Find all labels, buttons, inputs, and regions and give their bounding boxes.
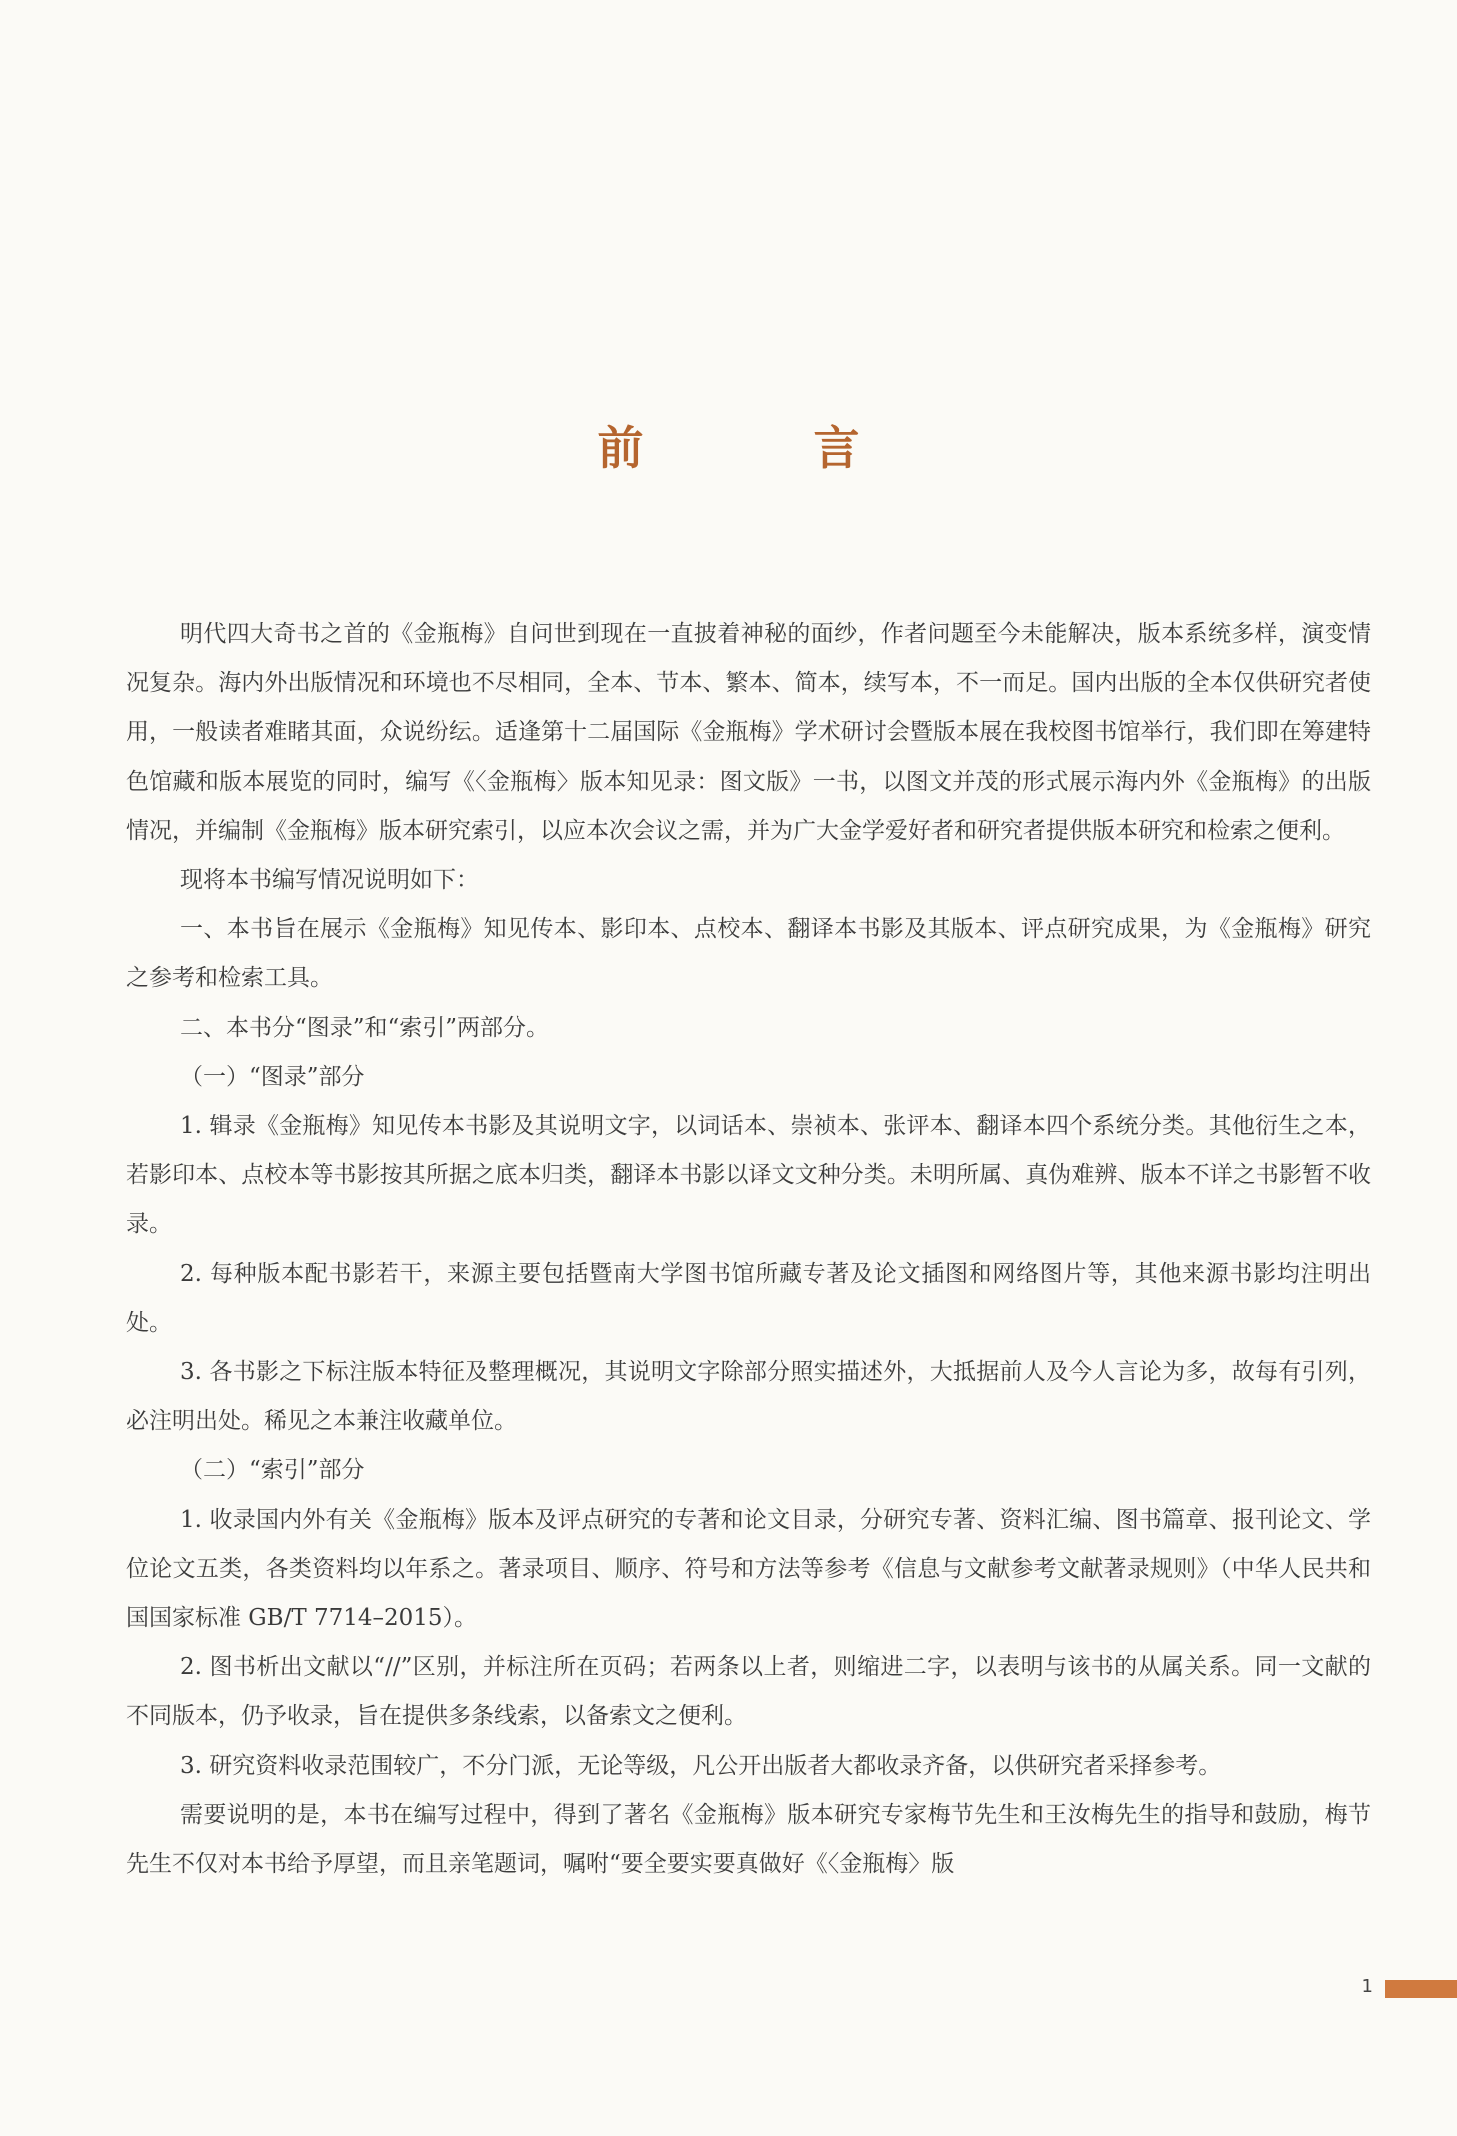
paragraph: 2. 每种版本配书影若干，来源主要包括暨南大学图书馆所藏专著及论文插图和网络图片等，其他来源书影均注明出处。 xyxy=(126,1260,1371,1336)
paragraph: 3. 各书影之下标注版本特征及整理概况，其说明文字除部分照实描述外，大抵据前人及今人言论为多，故每有引列，必注明出处。稀见之本兼注收藏单位。 xyxy=(126,1359,1371,1435)
paragraph: 二、本书分“图录”和“索引”两部分。 xyxy=(180,1014,550,1041)
paragraph: 3. 研究资料收录范围较广，不分门派，无论等级，凡公开出版者大都收录齐备，以供研究者采择参考。 xyxy=(180,1752,1222,1779)
paragraph: 明代四大奇书之首的《金瓶梅》自问世到现在一直披着神秘的面纱，作者问题至今未能解决，版本系统多样，演变情况复杂。海内外出版情况和环境也不尽相同，全本、节本、繁本、简本，续写本，不一而足。国内出版的全本仅供研究者使用，一般读者难睹其面，众说纷纭。适逢第十二届国际《金瓶梅》学术研讨会暨版本展在我校图书馆举行，我们即在筹建特色馆藏和版本展览的同时，编写《〈金瓶梅〉版本知见录：图文版》一书，以图文并茂的形式展示海内外《金瓶梅》的出版情况，并编制《金瓶梅》版本研究索引，以应本次会议之需，并为广大金学爱好者和研究者提供版本研究和检索之便利。 xyxy=(126,621,1371,844)
corner-color-bar xyxy=(1385,1980,1457,1998)
paragraph: （二）“索引”部分 xyxy=(180,1457,365,1484)
paragraph: 2. 图书析出文献以“//”区别，并标注所在页码；若两条以上者，则缩进二字，以表明与该书的从属关系。同一文献的不同版本，仍予收录，旨在提供多条线索，以备索文之便利。 xyxy=(126,1654,1371,1730)
paragraph: 1. 收录国内外有关《金瓶梅》版本及评点研究的专著和论文目录，分研究专著、资料汇编、图书篇章、报刊论文、学位论文五类，各类资料均以年系之。著录项目、顺序、符号和方法等参考《信息与文献参考文献著录规则》（中华人民共和国国家标准 GB/T 7714–2015）。 xyxy=(126,1506,1371,1632)
page-number: 1 xyxy=(1361,1976,1373,1997)
paragraph: 一、本书旨在展示《金瓶梅》知见传本、影印本、点校本、翻译本书影及其版本、评点研究成果，为《金瓶梅》研究之参考和检索工具。 xyxy=(126,916,1371,992)
paragraph: （一）“图录”部分 xyxy=(180,1063,365,1090)
paragraph: 现将本书编写情况说明如下： xyxy=(180,867,479,894)
page-title: 前 言 xyxy=(597,421,922,475)
paragraph: 需要说明的是，本书在编写过程中，得到了著名《金瓶梅》版本研究专家梅节先生和王汝梅先生的指导和鼓励，梅节先生不仅对本书给予厚望，而且亲笔题词，嘱咐“要全要实要真做好《〈金瓶梅〉版 xyxy=(126,1801,1371,1878)
body-text xyxy=(126,610,1371,1889)
paragraph: 1. 辑录《金瓶梅》知见传本书影及其说明文字，以词话本、崇祯本、张评本、翻译本四个系统分类。其他衍生之本，若影印本、点校本等书影按其所据之底本归类，翻译本书影以译文文种分类。未明所属、真伪难辨、版本不详之书影暂不收录。 xyxy=(126,1113,1371,1238)
